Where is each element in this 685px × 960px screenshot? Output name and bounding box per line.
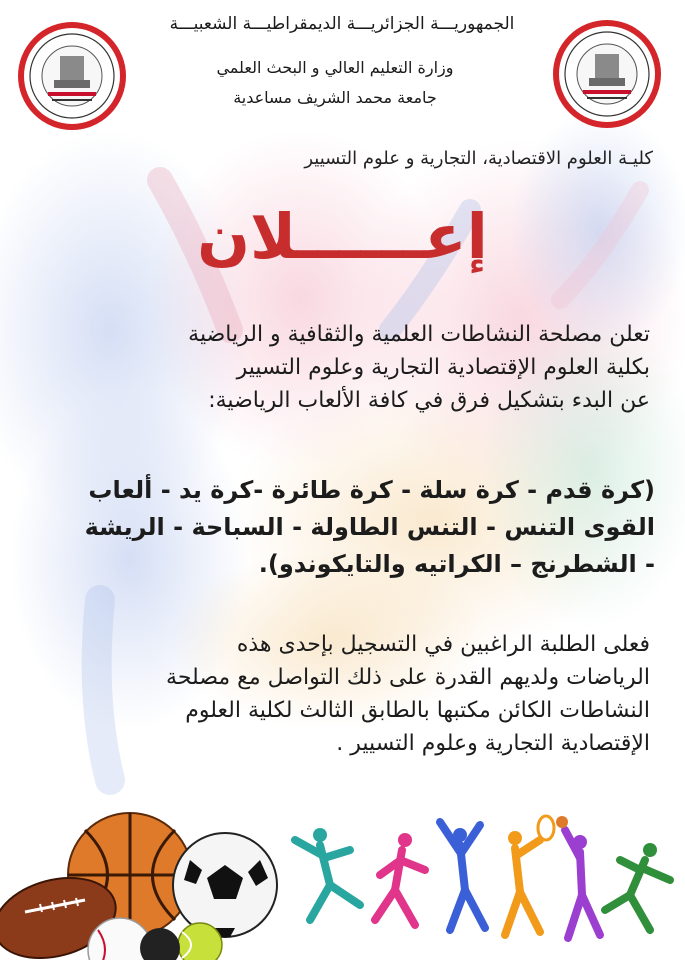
faculty-name: كليـة العلوم الاقتصادية، التجارية و علوم التسيير — [304, 148, 653, 169]
closing-line: الإقتصادية التجارية وعلوم التسيير . — [336, 731, 650, 756]
basketball-player-icon — [556, 816, 600, 938]
announcement-title: إعــــــلان — [197, 200, 488, 273]
runner-icon — [375, 833, 425, 925]
intro-line: تعلن مصلحة النشاطات العلمية والثقافية و الرياضية — [188, 322, 650, 347]
gymnast-icon — [295, 828, 360, 920]
athletes-silhouettes — [290, 810, 685, 960]
sports-line: - الشطرنج – الكراتيه والتايكوندو). — [258, 550, 655, 578]
closing-line: فعلى الطلبة الراغبين في التسجيل بإحدى هذه — [236, 632, 650, 657]
university-logo — [553, 20, 661, 128]
volleyball-player-icon — [440, 822, 485, 930]
sports-balls — [0, 800, 290, 960]
header-ministry: وزارة التعليم العالي و البحث العلمي — [216, 58, 454, 77]
header-republic: الجمهوريـــة الجزائريـــة الديمقراطيـــة الشعبيـــة — [169, 14, 515, 34]
closing-paragraph — [30, 628, 650, 760]
sports-line: القوى التنس - التنس الطاولة - السباحة - الريشة — [84, 513, 655, 541]
tennis-player-icon — [505, 816, 554, 935]
university-logo — [18, 22, 126, 130]
intro-paragraph — [30, 318, 650, 417]
intro-line: عن البدء بتشكيل فرق في كافة الألعاب الرياضية: — [208, 388, 650, 413]
sports-list — [25, 472, 655, 583]
intro-line: بكلية العلوم الإقتصادية التجارية وعلوم التسيير — [236, 355, 650, 380]
header-university: جامعة محمد الشريف مساعدية — [233, 88, 437, 107]
tennis-ball-icon — [178, 923, 222, 960]
closing-line: الرياضات ولديهم القدرة على ذلك التواصل مع مصلحة — [166, 665, 650, 690]
closing-line: النشاطات الكائن مكتبها بالطابق الثالث لكلية العلوم — [185, 698, 650, 723]
soccer-ball-icon — [173, 833, 277, 937]
sports-line: (كرة قدم - كرة سلة - كرة طائرة -كرة يد - ألعاب — [88, 476, 655, 504]
sprinter-icon — [605, 843, 670, 930]
